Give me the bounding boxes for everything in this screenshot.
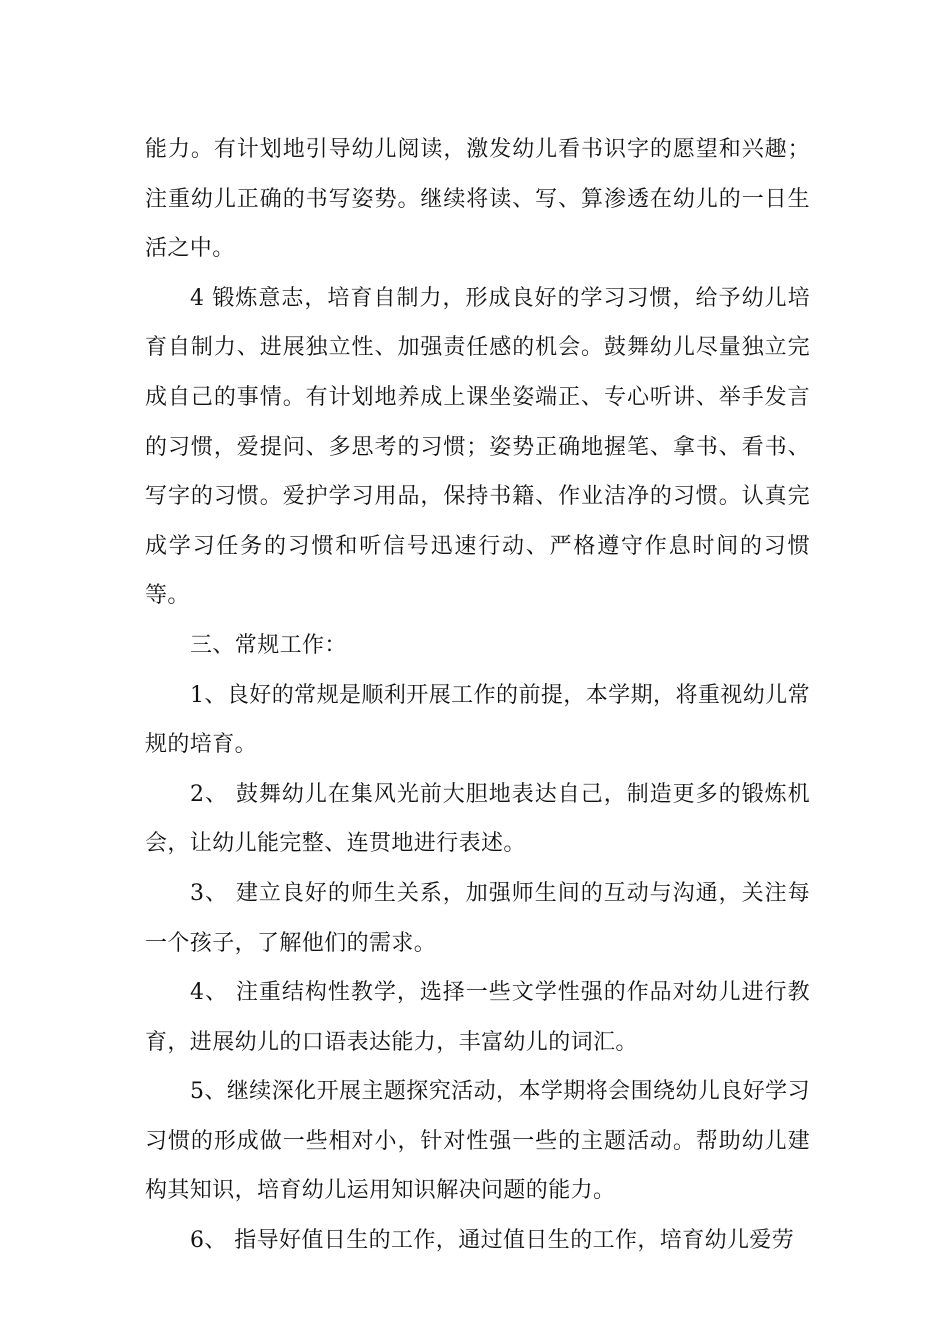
section-heading-routine-work: 三、常规工作：	[190, 632, 347, 658]
paragraph-routine-item-2: 2、 鼓舞幼儿在集风光前大胆地表达自己，制造更多的锻炼机会，让幼儿能完整、连贯地进行表述。	[145, 781, 810, 857]
document-body	[145, 125, 810, 1266]
paragraph-reading-ability: 能力。有计划地引导幼儿阅读，激发幼儿看书识字的愿望和兴趣；注重幼儿正确的书写姿势。继续将读、写、算渗透在幼儿的一日生活之中。	[145, 137, 810, 262]
paragraph-self-control-habits: 4 锻炼意志，培育自制力，形成良好的学习习惯，给予幼儿培育自制力、进展独立性、加强责任感的机会。鼓舞幼儿尽量独立完成自己的事情。有计划地养成上课坐姿端正、专心听讲、举手发言的习惯，爱提问、多思考的习惯；姿势正确地握笔、拿书、看书、写字的习惯。爱护学习用品，保持书籍、作业洁净的习惯。认真完成学习任务的习惯和听信号迅速行动、严格遵守作息时间的习惯等。	[145, 285, 810, 609]
paragraph-routine-item-1: 1、良好的常规是顺利开展工作的前提，本学期，将重视幼儿常规的培育。	[145, 682, 810, 758]
paragraph-routine-item-5: 5、继续深化开展主题探究活动，本学期将会围绕幼儿良好学习习惯的形成做一些相对小，针对性强一些的主题活动。帮助幼儿建构其知识，培育幼儿运用知识解决问题的能力。	[145, 1079, 810, 1204]
paragraph-routine-item-3: 3、 建立良好的师生关系，加强师生间的互动与沟通，关注每一个孩子，了解他们的需求。	[145, 880, 810, 956]
paragraph-routine-item-6: 6、 指导好值日生的工作，通过值日生的工作，培育幼儿爱劳	[190, 1228, 795, 1254]
paragraph-routine-item-4: 4、 注重结构性教学，选择一些文学性强的作品对幼儿进行教育，进展幼儿的口语表达能力，丰富幼儿的词汇。	[145, 980, 810, 1055]
